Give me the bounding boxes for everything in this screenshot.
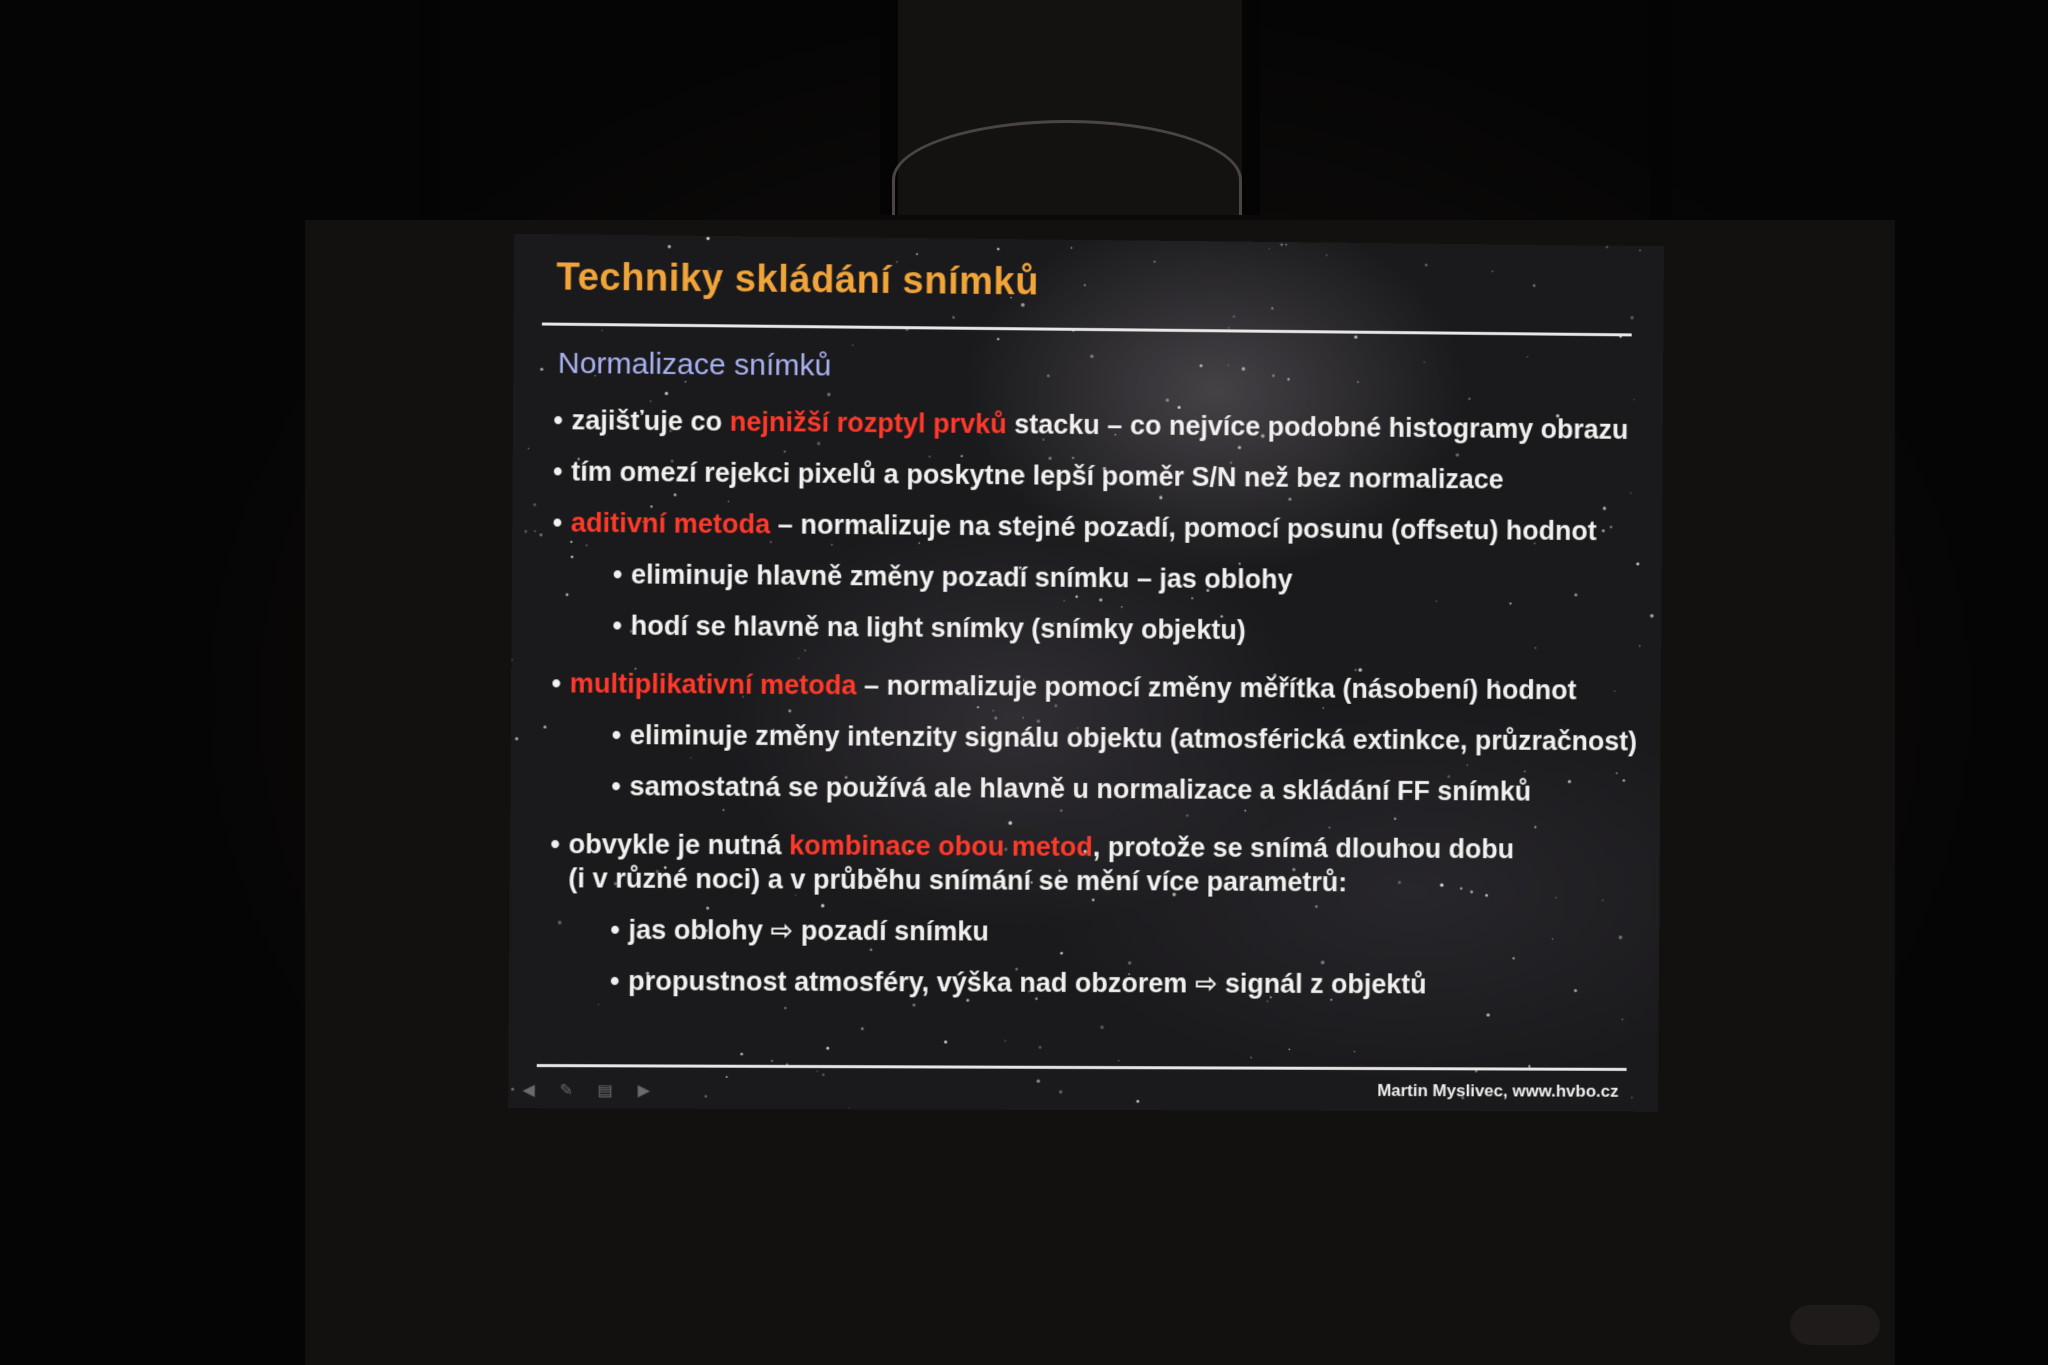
star bbox=[1354, 335, 1357, 338]
star bbox=[1326, 254, 1328, 256]
star bbox=[1250, 1057, 1251, 1058]
bullet-item bbox=[551, 666, 1641, 707]
ceiling-beam bbox=[420, 0, 442, 220]
bullet-item bbox=[553, 505, 1643, 548]
star bbox=[1100, 1025, 1104, 1029]
star bbox=[1492, 271, 1493, 272]
bullet-list bbox=[549, 403, 1643, 1002]
ceiling-beam bbox=[1650, 0, 1672, 220]
sub-bullet-item bbox=[613, 557, 1642, 599]
star bbox=[540, 368, 543, 371]
star bbox=[827, 393, 830, 396]
bullet-mark: • bbox=[552, 507, 563, 538]
star bbox=[1037, 1079, 1041, 1083]
highlighted-text: kombinace obou metod bbox=[789, 830, 1093, 863]
star bbox=[1039, 1046, 1042, 1049]
star bbox=[1242, 367, 1246, 371]
star bbox=[528, 448, 530, 450]
bullet-text: stacku – co nejvíce podobné histogramy obrazu bbox=[1006, 409, 1629, 445]
star bbox=[1639, 250, 1640, 251]
star bbox=[740, 1053, 743, 1056]
highlighted-text: multiplikativní metoda bbox=[569, 668, 857, 701]
star bbox=[601, 330, 603, 332]
slide-title: Techniky skládání snímků bbox=[556, 256, 1040, 304]
star bbox=[665, 392, 668, 395]
star bbox=[861, 1027, 864, 1030]
star bbox=[1527, 356, 1528, 357]
bullet-text: – normalizuje na stejné pozadí, pomocí posunu (offsetu) hodnot bbox=[770, 509, 1597, 547]
bullet-mark: • bbox=[609, 965, 620, 997]
star bbox=[1047, 375, 1049, 377]
bullet-text: samostatná se používá ale hlavně u normalizace a skládání FF snímků bbox=[629, 771, 1532, 807]
star bbox=[1287, 378, 1290, 381]
star bbox=[1233, 315, 1235, 317]
bullet-mark: • bbox=[553, 405, 564, 436]
star bbox=[1289, 1048, 1291, 1050]
star bbox=[650, 400, 652, 402]
bullet-text: tím omezí rejekci pixelů a poskytne lepší poměr S/N než bez normalizace bbox=[571, 456, 1504, 495]
star bbox=[540, 534, 543, 537]
bullet-mark: • bbox=[612, 559, 623, 590]
star bbox=[510, 658, 512, 660]
bullet-text: hodí se hlavně na light snímky (snímky objektu) bbox=[630, 610, 1246, 646]
star bbox=[1630, 316, 1633, 319]
bullet-mark: • bbox=[612, 610, 623, 641]
bullet-text: jas oblohy ⇨ pozadí snímku bbox=[628, 914, 989, 947]
bullet-text: eliminuje změny intenzity signálu objektu (atmosférická extinkce, průzračnost) bbox=[629, 719, 1638, 757]
star bbox=[706, 237, 709, 240]
highlighted-text: nejnižší rozptyl prvků bbox=[729, 406, 1007, 440]
star bbox=[543, 725, 546, 728]
star bbox=[817, 1071, 818, 1072]
star bbox=[598, 1004, 599, 1005]
star bbox=[1621, 1019, 1623, 1021]
star bbox=[826, 1047, 829, 1050]
star bbox=[1200, 364, 1203, 367]
projected-slide bbox=[508, 234, 1664, 1112]
star bbox=[1475, 1070, 1477, 1072]
star bbox=[944, 1040, 947, 1043]
star bbox=[912, 1004, 915, 1007]
bullet-mark: • bbox=[611, 771, 621, 802]
star bbox=[1285, 244, 1287, 246]
star bbox=[1228, 365, 1229, 366]
star bbox=[1606, 246, 1608, 248]
star bbox=[1631, 1097, 1633, 1099]
star bbox=[1004, 1040, 1006, 1042]
star bbox=[1423, 361, 1425, 363]
star bbox=[1280, 243, 1282, 245]
highlighted-text: aditivní metoda bbox=[570, 507, 771, 540]
star bbox=[1271, 307, 1274, 310]
star bbox=[997, 248, 1000, 251]
bullet-text: zajišťuje co bbox=[571, 405, 730, 437]
star bbox=[1071, 247, 1073, 249]
star bbox=[1084, 284, 1086, 286]
bullet-item bbox=[550, 827, 1640, 867]
star bbox=[534, 530, 536, 532]
star bbox=[705, 1095, 707, 1097]
bullet-mark: • bbox=[552, 456, 563, 487]
bullet-text: propustnost atmosféry, výška nad obzorem ⇨ signál z objektů bbox=[628, 965, 1427, 1000]
star bbox=[822, 1074, 824, 1076]
star bbox=[1090, 355, 1094, 359]
star bbox=[1357, 381, 1359, 383]
star bbox=[515, 737, 518, 740]
star bbox=[952, 316, 955, 319]
star bbox=[771, 1060, 773, 1062]
bullet-continuation: (i v různé noci) a v průběhu snímání se mění více parametrů: bbox=[568, 863, 1348, 898]
star bbox=[1118, 1060, 1119, 1061]
star bbox=[1650, 614, 1654, 618]
projector-device bbox=[1790, 1305, 1880, 1345]
sub-bullet-item bbox=[610, 913, 1639, 952]
star bbox=[1272, 374, 1275, 377]
star bbox=[1633, 399, 1635, 401]
star bbox=[1059, 1090, 1063, 1094]
star bbox=[997, 338, 1000, 341]
star bbox=[524, 530, 527, 533]
sub-bullet-item bbox=[612, 718, 1641, 759]
bullet-mark: • bbox=[610, 914, 620, 945]
star bbox=[726, 1076, 728, 1078]
star bbox=[1269, 248, 1270, 249]
star bbox=[784, 1007, 786, 1009]
bullet-text: – normalizuje pomocí změny měřítka (násobení) hodnot bbox=[856, 670, 1577, 706]
star bbox=[916, 253, 918, 255]
bullet-mark: • bbox=[550, 828, 561, 860]
bullet-mark: • bbox=[551, 668, 562, 699]
star bbox=[533, 503, 536, 506]
star bbox=[852, 345, 854, 347]
bullet-item bbox=[553, 454, 1643, 497]
star bbox=[1136, 1100, 1139, 1103]
star bbox=[1154, 261, 1156, 263]
sub-bullet-item bbox=[610, 964, 1639, 1002]
star bbox=[1486, 1013, 1489, 1016]
bullet-text: eliminuje hlavně změny pozadí snímku – jas oblohy bbox=[630, 559, 1293, 595]
sub-bullet-item bbox=[611, 769, 1640, 809]
star bbox=[511, 1088, 514, 1091]
star bbox=[1354, 1051, 1355, 1052]
bullet-mark: • bbox=[611, 719, 622, 751]
star bbox=[668, 245, 671, 248]
star bbox=[1166, 398, 1169, 401]
star bbox=[849, 1107, 850, 1108]
star bbox=[1425, 264, 1427, 266]
slide-nav-icons: ◀ ✎ ▤ ▶ bbox=[522, 1082, 661, 1100]
sub-bullet-item bbox=[612, 608, 1641, 650]
slide-subtitle: Normalizace snímků bbox=[557, 346, 832, 383]
star bbox=[1468, 398, 1470, 400]
slide-footer: Martin Myslivec, www.hvbo.cz bbox=[1377, 1081, 1619, 1101]
bullet-text: obvykle je nutná bbox=[568, 829, 790, 861]
star bbox=[1533, 284, 1536, 287]
bullet-text: , protože se snímá dlouhou dobu bbox=[1092, 832, 1515, 865]
